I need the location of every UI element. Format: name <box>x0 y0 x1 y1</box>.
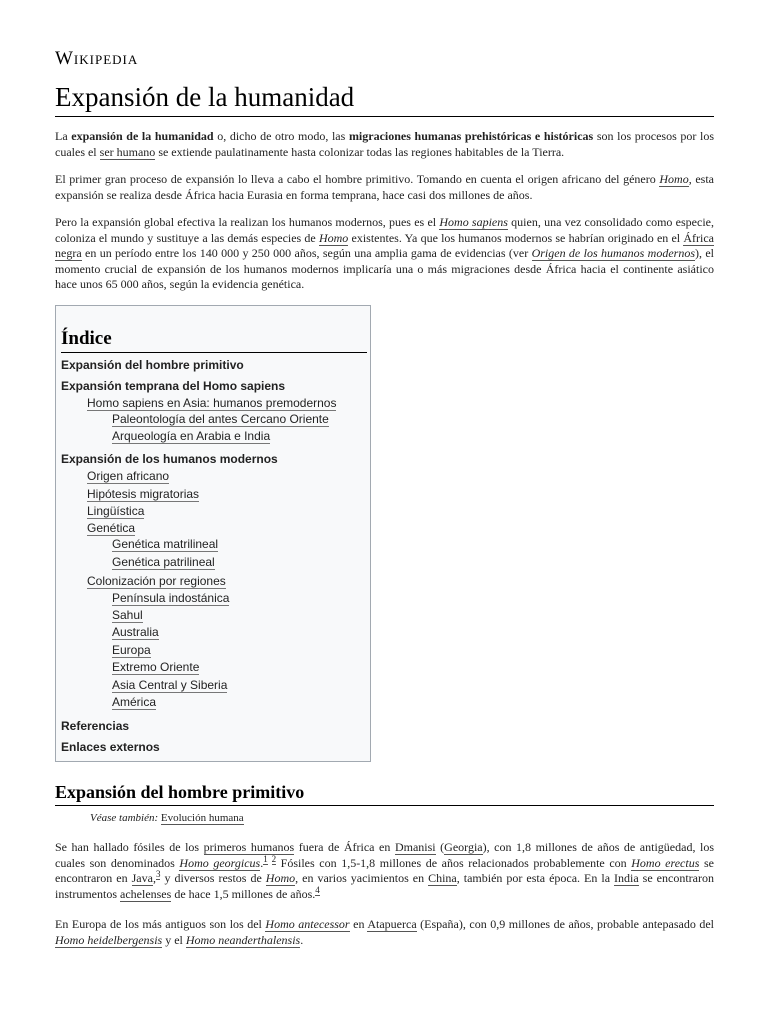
see-also-note: Véase también: Evolución humana <box>90 812 244 824</box>
toc-item[interactable]: Australia <box>112 625 159 639</box>
link-homo-neanderthalensis[interactable]: Homo neanderthalensis <box>185 932 301 947</box>
table-of-contents <box>55 305 371 762</box>
link-homo[interactable]: Homo <box>659 172 689 186</box>
toc-item[interactable]: Lingüística <box>87 504 145 518</box>
intro-paragraph-2: El primer gran proceso de expansión lo lleva a cabo el hombre primitivo. Tomando en cuenta el origen africano del género Homo, esta expansión se realiza desde África hacia Eurasia en forma temprana, hace casi dos millones de años. <box>55 172 714 202</box>
section-heading: Expansión del hombre primitivo <box>55 782 714 806</box>
toc-item[interactable]: Genética matrilineal <box>112 537 219 551</box>
toc-item[interactable]: Origen africano <box>87 469 170 483</box>
link-georgia[interactable]: Georgia <box>444 840 483 854</box>
toc-item[interactable]: Paleontología del antes Cercano Oriente <box>112 412 329 426</box>
wikipedia-logo[interactable]: Wikipedia <box>55 48 139 69</box>
intro-paragraph-3: Pero la expansión global efectiva la realizan los humanos modernos, pues es el Homo sapiens quien, una vez consolidado como especie, coloniza el mundo y sustituye a las demás especies de Homo existentes. Ya que los humanos modernos se habrían originado en el África negra en un período entre los 140 000 y 250 000 años, según una amplia gama de evidencias (ver Origen de los humanos modernos), el momento crucial de expansión de los humanos modernos implicaría una o más migraciones desde África hacia el continente asiático hace unos 65 000 años, según la evidencia genética. <box>55 215 714 291</box>
link-achelenses[interactable]: achelenses <box>120 886 172 901</box>
link-homo-2[interactable]: Homo <box>318 230 349 245</box>
link-india[interactable]: India <box>614 871 639 885</box>
toc-item[interactable]: Europa <box>112 643 151 657</box>
link-dmanisi[interactable]: Dmanisi <box>394 840 436 854</box>
section-paragraph-2: En Europa de los más antiguos son los del Homo antecessor en Atapuerca (España), con 0,9 millones de años, probable antepasado del Homo heidelbergensis y el Homo neanderthalensis. <box>55 917 715 947</box>
link-ser-humano[interactable]: ser humano <box>99 144 156 159</box>
toc-title: Índice <box>61 328 367 353</box>
reference-link[interactable]: 4 <box>315 884 320 895</box>
link-china[interactable]: China <box>428 871 457 885</box>
link-homo-antecessor[interactable]: Homo antecessor <box>265 917 350 931</box>
toc-item[interactable]: Sahul <box>112 608 143 622</box>
section-paragraph-1: Se han hallado fósiles de los primeros humanos fuera de África en Dmanisi (Georgia), con 1,8 millones de años de antigüedad, los cuales son denominados Homo georgicus.$^{1 2}$ Fósiles con 1,5-1,8 millones de años relacionados probablemente con Homo erectus se encontraron en Java,$^3$ y diversos restos de Homo, en varios yacimientos en China, también por esta época. En la India se encontraron instrumentos achelenses de hace 1,5 millones de años.$^4$ <box>55 840 715 901</box>
link-africa-negra[interactable]: África negra <box>55 230 714 260</box>
toc-item[interactable]: Hipótesis migratorias <box>87 487 200 501</box>
link-homo-georgicus[interactable]: Homo georgicus <box>179 855 261 870</box>
toc-item[interactable]: Extremo Oriente <box>112 660 200 674</box>
intro-paragraph-1: La expansión de la humanidad o, dicho de otro modo, las migraciones humanas prehistóricas e históricas son los procesos por los cuales el ser humano se extiende paulatinamente hasta colonizar todas las regiones habitables de la Tierra. <box>55 129 715 159</box>
toc-item[interactable]: Enlaces externos <box>61 740 160 754</box>
toc-item[interactable]: Asia Central y Siberia <box>112 678 228 692</box>
toc-item[interactable]: Expansión de los humanos modernos <box>61 452 278 466</box>
toc-item[interactable]: América <box>112 695 157 709</box>
toc-item[interactable]: Homo sapiens en Asia: humanos premodernos <box>87 396 337 410</box>
toc-item[interactable]: Expansión del hombre primitivo <box>61 358 244 372</box>
link-evolucion-humana[interactable]: Evolución humana <box>160 812 244 824</box>
toc-item[interactable]: Referencias <box>61 719 130 733</box>
toc-item[interactable]: Colonización por regiones <box>87 574 226 588</box>
toc-item[interactable]: Genética <box>87 521 136 535</box>
toc-item[interactable]: Expansión temprana del Homo sapiens <box>61 379 286 393</box>
reference-link[interactable]: 3 <box>155 869 161 879</box>
toc-item[interactable]: Arqueología en Arabia e India <box>112 429 271 443</box>
page-title: Expansión de la humanidad <box>55 80 714 117</box>
reference-link[interactable]: 1 <box>263 853 268 864</box>
toc-item[interactable]: Genética patrilineal <box>112 555 215 569</box>
link-origen-humanos-modernos[interactable]: Origen de los humanos modernos <box>531 246 695 260</box>
link-primeros-humanos[interactable]: primeros humanos <box>203 840 295 854</box>
link-java[interactable]: Java <box>131 871 153 885</box>
link-homo-sapiens[interactable]: Homo sapiens <box>439 215 508 229</box>
link-atapuerca[interactable]: Atapuerca <box>367 917 417 931</box>
reference-link[interactable]: 2 <box>271 853 277 864</box>
toc-item[interactable]: Península indostánica <box>112 591 230 605</box>
link-homo-3[interactable]: Homo <box>265 871 296 885</box>
link-homo-erectus[interactable]: Homo erectus <box>631 855 700 870</box>
link-homo-heidelbergensis[interactable]: Homo heidelbergensis <box>55 932 163 947</box>
